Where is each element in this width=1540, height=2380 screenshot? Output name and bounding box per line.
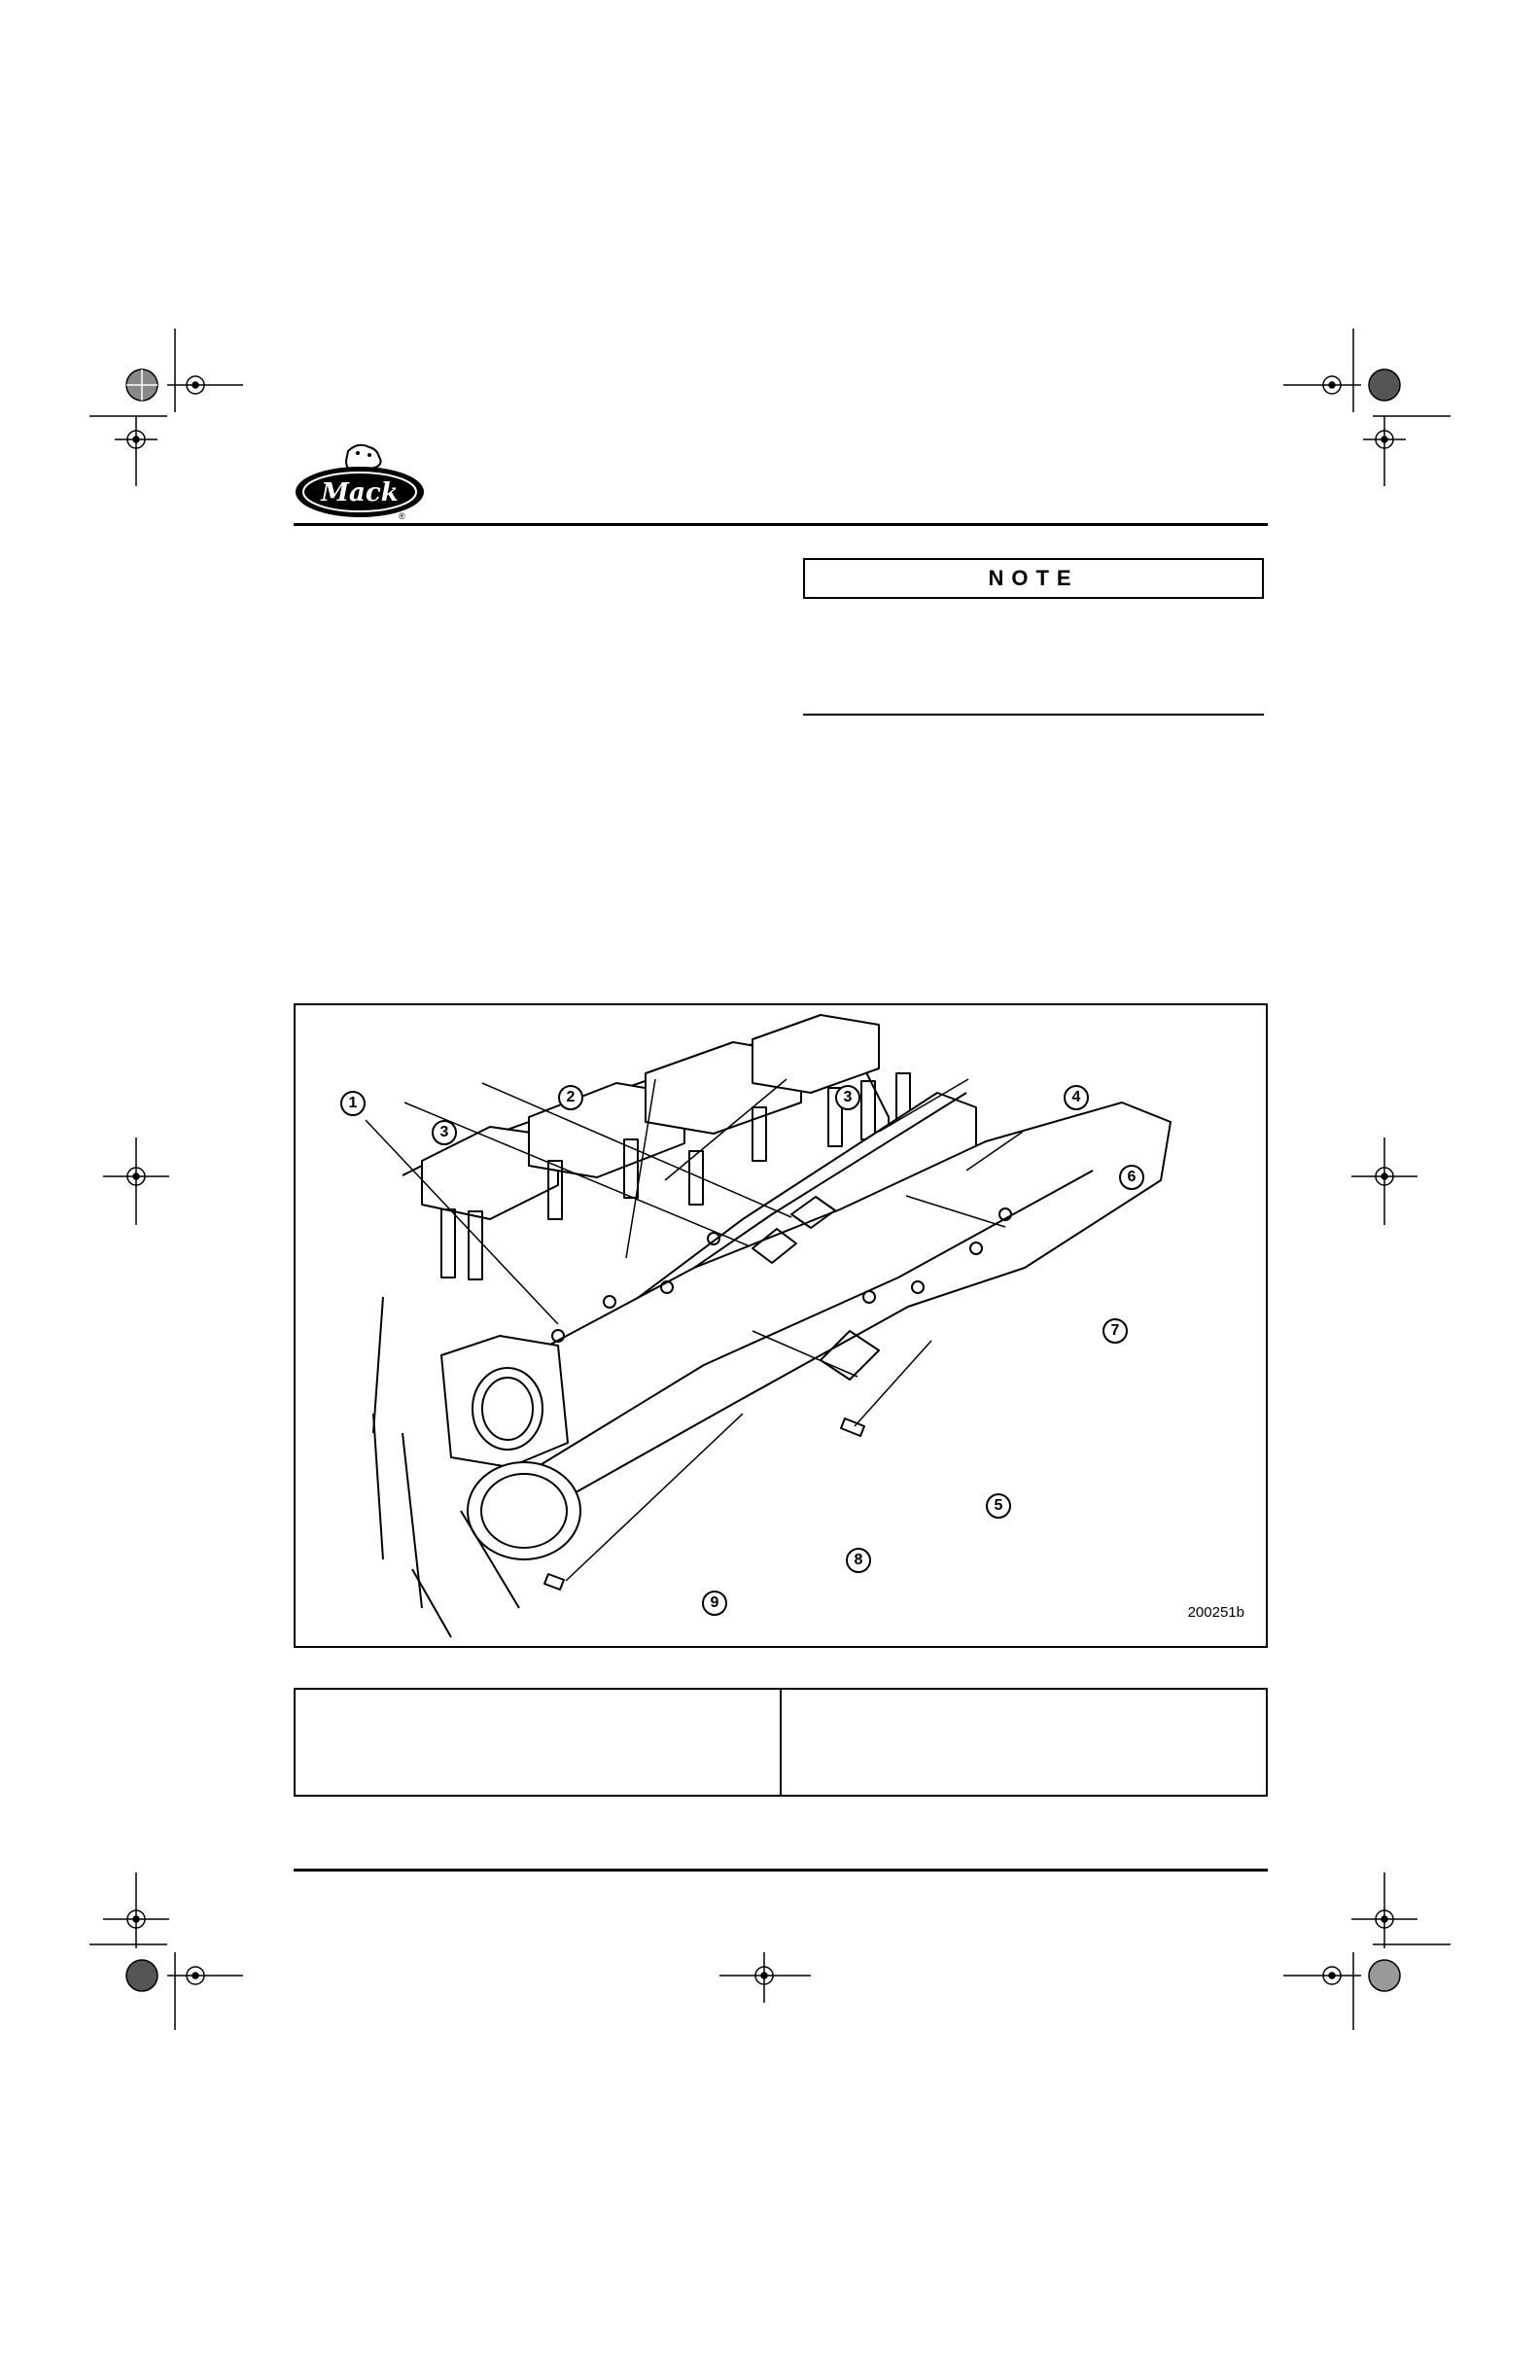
registered-mark: ® [399,511,405,521]
note-heading-box [803,558,1264,599]
callout-3-right: 3 [835,1085,860,1110]
note-title: NOTE [988,566,1079,590]
callout-7: 7 [1102,1318,1128,1344]
callout-9: 9 [702,1591,727,1616]
callout-5: 5 [986,1493,1011,1519]
callout-8: 8 [846,1548,871,1573]
callout-1: 1 [340,1091,366,1116]
legend-table-left-cell [296,1690,780,1795]
legend-table-right-cell [780,1690,1266,1795]
callout-6: 6 [1119,1165,1144,1190]
color-bar-disc-icon [126,1960,158,1991]
mack-logo [294,434,426,527]
legend-table [294,1688,1268,1797]
header-rule [294,523,1268,526]
color-bar-disc-icon [1369,369,1400,401]
figure-id: 200251b [1187,1604,1244,1621]
color-bar-disc-icon [126,369,158,401]
callout-4: 4 [1064,1085,1089,1110]
color-bar-disc-icon [1369,1960,1400,1991]
logo-wordmark: Mack [321,478,399,508]
callout-2: 2 [558,1085,583,1110]
footer-rule [294,1869,1268,1872]
callout-3-left: 3 [432,1120,457,1145]
note-end-rule [803,714,1264,716]
engine-manifold-figure [294,1003,1268,1648]
